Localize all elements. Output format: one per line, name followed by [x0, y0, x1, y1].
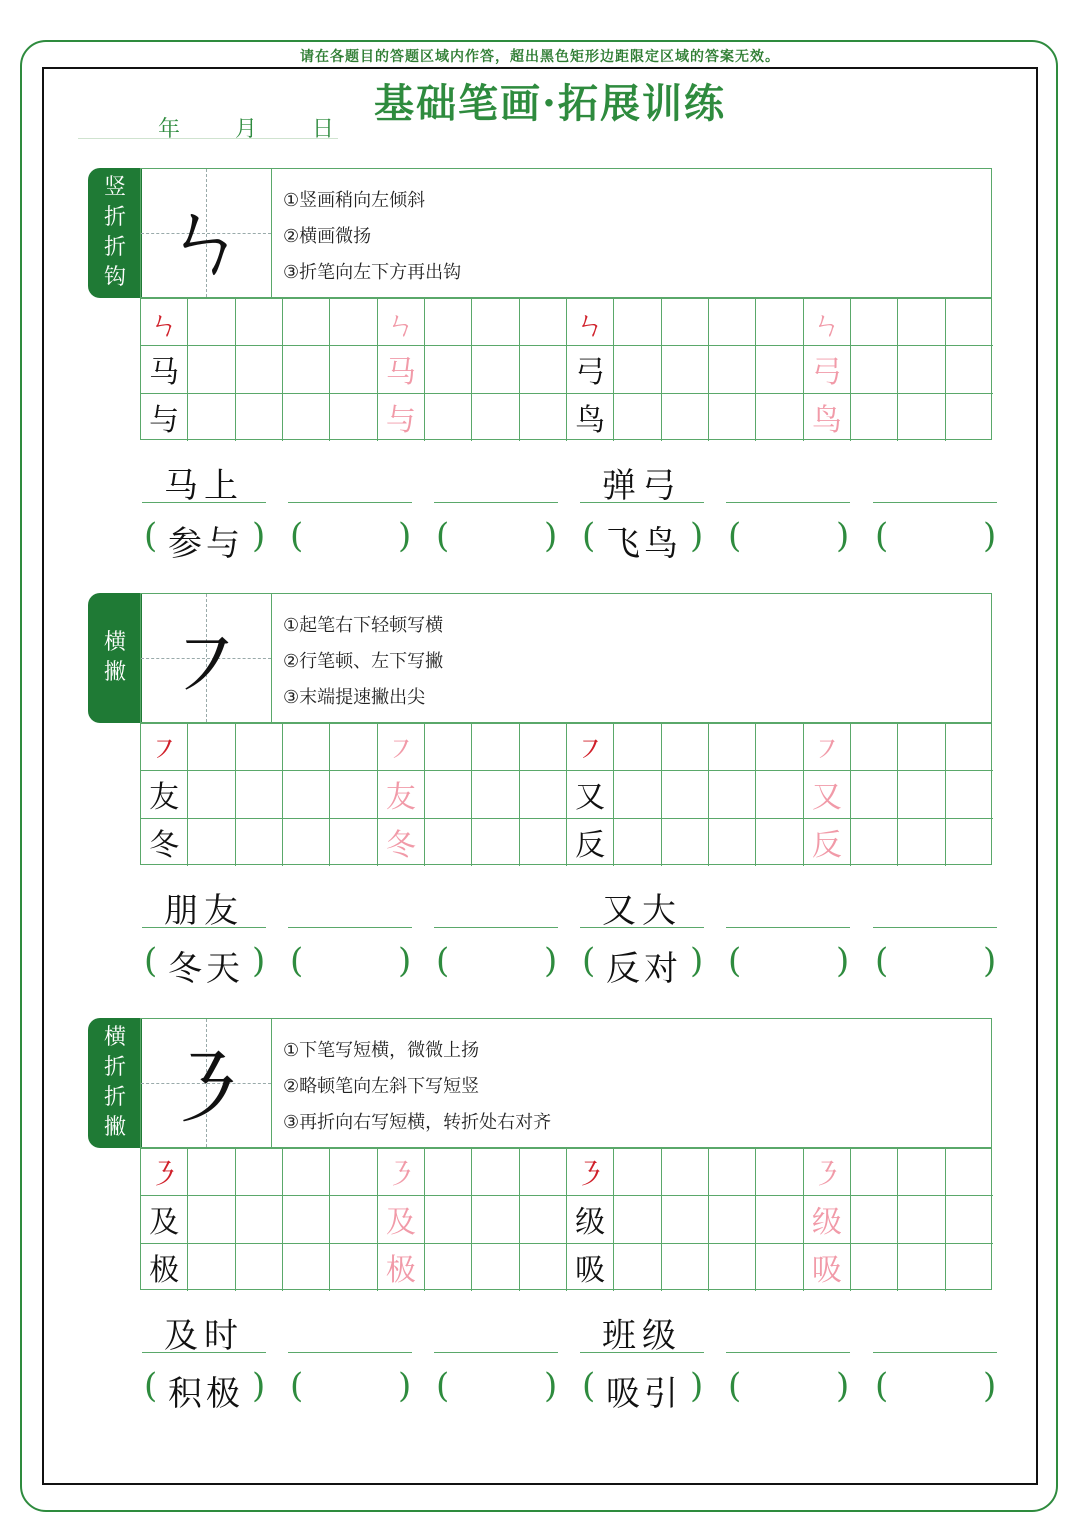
- stroke-name-char: 折: [103, 1055, 126, 1080]
- paren-left: (: [290, 941, 304, 981]
- paren-answer-blank[interactable]: [448, 941, 548, 981]
- practice-grid: [140, 1148, 992, 1290]
- example-word: 朋友: [164, 891, 244, 931]
- paren-left: (: [144, 1366, 158, 1406]
- practice-cell[interactable]: [425, 1244, 472, 1291]
- trace-char-cell[interactable]: 友: [378, 771, 425, 818]
- paren-left: (: [290, 1366, 304, 1406]
- practice-cell[interactable]: [662, 346, 709, 393]
- word-writing-row: [0, 883, 1080, 933]
- practice-cell[interactable]: [520, 724, 567, 771]
- paren-right: ): [398, 941, 412, 981]
- stroke-name-char: 横: [103, 1025, 126, 1050]
- date-line: [78, 108, 338, 139]
- practice-cell[interactable]: [851, 1196, 898, 1243]
- paren-right: ): [252, 1366, 266, 1406]
- date-day: 日: [312, 117, 335, 142]
- practice-cell[interactable]: [283, 299, 330, 346]
- date-month: 月: [235, 117, 258, 142]
- model-char-cell[interactable]: ㇇: [567, 724, 614, 771]
- writing-line[interactable]: [873, 927, 997, 928]
- writing-line[interactable]: [434, 1352, 558, 1353]
- practice-cell[interactable]: [472, 819, 519, 866]
- practice-cell[interactable]: [236, 1196, 283, 1243]
- practice-cell[interactable]: [614, 819, 661, 866]
- stroke-demo-cell: [141, 169, 272, 297]
- stroke-demo-glyph: ㇇: [163, 616, 249, 716]
- paren-right: ): [983, 1366, 997, 1406]
- paren-answer-blank[interactable]: [448, 1366, 548, 1406]
- paren-left: (: [582, 941, 596, 981]
- trace-char-cell[interactable]: 与: [378, 394, 425, 441]
- paren-left: (: [144, 516, 158, 556]
- notice-text: 请在各题目的答题区域内作答，超出黑色矩形边距限定区域的答案无效。: [300, 49, 780, 65]
- practice-cell[interactable]: [425, 819, 472, 866]
- example-word: 班级: [602, 1316, 682, 1356]
- practice-cell[interactable]: [614, 346, 661, 393]
- trace-char-cell[interactable]: ㇇: [804, 724, 851, 771]
- practice-cell[interactable]: [898, 724, 945, 771]
- practice-cell[interactable]: [898, 1149, 945, 1196]
- practice-cell[interactable]: [756, 1196, 803, 1243]
- paren-left: (: [436, 516, 450, 556]
- practice-cell[interactable]: [283, 1244, 330, 1291]
- practice-cell[interactable]: [188, 771, 235, 818]
- practice-cell[interactable]: [283, 1196, 330, 1243]
- paren-right: ): [690, 941, 704, 981]
- practice-cell[interactable]: [330, 346, 377, 393]
- practice-cell[interactable]: [756, 724, 803, 771]
- practice-cell[interactable]: [614, 724, 661, 771]
- paren-left: (: [728, 516, 742, 556]
- paren-answer-blank[interactable]: [740, 1366, 840, 1406]
- word-writing-row: [0, 458, 1080, 508]
- practice-cell[interactable]: [425, 346, 472, 393]
- stroke-name-tag: [88, 593, 142, 723]
- stroke-name-char: 折: [103, 205, 126, 230]
- trace-char-cell[interactable]: 级: [804, 1196, 851, 1243]
- stroke-name-char: 撇: [103, 660, 126, 685]
- stroke-step: ①竖画稍向左倾斜: [283, 190, 426, 211]
- practice-grid: [140, 723, 992, 865]
- paren-word-row: [0, 941, 1080, 991]
- practice-cell[interactable]: [236, 1149, 283, 1196]
- model-char-cell[interactable]: 马: [141, 346, 188, 393]
- practice-cell[interactable]: [188, 1244, 235, 1291]
- writing-line[interactable]: [873, 1352, 997, 1353]
- paren-left: (: [144, 941, 158, 981]
- stroke-demo-glyph: ㄣ: [163, 191, 249, 291]
- practice-cell[interactable]: [662, 1196, 709, 1243]
- paren-left: (: [875, 516, 889, 556]
- writing-line[interactable]: [873, 502, 997, 503]
- stroke-name-tag: [88, 168, 142, 298]
- practice-cell[interactable]: [756, 299, 803, 346]
- paren-word-row: [0, 1366, 1080, 1416]
- example-paren-word: 冬天: [168, 949, 244, 989]
- trace-char-cell[interactable]: 极: [378, 1244, 425, 1291]
- paren-right: ): [690, 516, 704, 556]
- practice-cell[interactable]: [520, 394, 567, 441]
- practice-cell[interactable]: [898, 1244, 945, 1291]
- example-word: 弹弓: [602, 466, 682, 506]
- practice-cell[interactable]: [472, 1244, 519, 1291]
- practice-cell[interactable]: [283, 394, 330, 441]
- practice-cell[interactable]: [662, 299, 709, 346]
- practice-cell[interactable]: [472, 299, 519, 346]
- practice-cell[interactable]: [946, 1244, 993, 1291]
- stroke-info-box: [140, 593, 992, 723]
- practice-cell[interactable]: [520, 1196, 567, 1243]
- paren-left: (: [436, 941, 450, 981]
- practice-cell[interactable]: [851, 394, 898, 441]
- paren-right: ): [836, 941, 850, 981]
- practice-cell[interactable]: [756, 1244, 803, 1291]
- practice-cell[interactable]: [756, 1149, 803, 1196]
- model-char-cell[interactable]: 友: [141, 771, 188, 818]
- paren-right: ): [252, 941, 266, 981]
- paren-answer-blank[interactable]: [740, 516, 840, 556]
- practice-cell[interactable]: [520, 1149, 567, 1196]
- practice-cell[interactable]: [851, 819, 898, 866]
- practice-cell[interactable]: [283, 1149, 330, 1196]
- practice-cell[interactable]: [709, 819, 756, 866]
- writing-line[interactable]: [726, 927, 850, 928]
- practice-cell[interactable]: [898, 394, 945, 441]
- model-char-cell[interactable]: 极: [141, 1244, 188, 1291]
- practice-cell[interactable]: [946, 299, 993, 346]
- stroke-name-char: 折: [103, 1085, 126, 1110]
- practice-cell[interactable]: [662, 724, 709, 771]
- practice-cell[interactable]: [709, 346, 756, 393]
- paren-answer-blank[interactable]: [740, 941, 840, 981]
- practice-cell[interactable]: [330, 299, 377, 346]
- paren-word-row: [0, 516, 1080, 566]
- trace-char-cell[interactable]: 马: [378, 346, 425, 393]
- trace-char-cell[interactable]: 又: [804, 771, 851, 818]
- trace-char-cell[interactable]: ㄣ: [804, 299, 851, 346]
- stroke-name-char: 撇: [103, 1115, 126, 1140]
- paren-answer-blank[interactable]: [887, 1366, 987, 1406]
- paren-left: (: [875, 1366, 889, 1406]
- paren-answer-blank[interactable]: [887, 941, 987, 981]
- paren-right: ): [544, 1366, 558, 1406]
- practice-cell[interactable]: [662, 1244, 709, 1291]
- practice-cell[interactable]: [709, 299, 756, 346]
- writing-line[interactable]: [726, 1352, 850, 1353]
- practice-cell[interactable]: [330, 1149, 377, 1196]
- paren-right: ): [398, 516, 412, 556]
- paren-right: ): [983, 516, 997, 556]
- trace-char-cell[interactable]: ㇋: [804, 1149, 851, 1196]
- paren-right: ): [983, 941, 997, 981]
- practice-cell[interactable]: [330, 1196, 377, 1243]
- stroke-step: ③末端提速撇出尖: [283, 687, 426, 708]
- practice-cell[interactable]: [851, 1244, 898, 1291]
- practice-grid: [140, 298, 992, 440]
- practice-cell[interactable]: [614, 1196, 661, 1243]
- stroke-step: ③折笔向左下方再出钩: [283, 262, 462, 283]
- practice-cell[interactable]: [898, 819, 945, 866]
- practice-cell[interactable]: [283, 346, 330, 393]
- practice-cell[interactable]: [898, 346, 945, 393]
- practice-cell[interactable]: [425, 771, 472, 818]
- paren-right: ): [836, 1366, 850, 1406]
- paren-left: (: [728, 941, 742, 981]
- trace-char-cell[interactable]: 鸟: [804, 394, 851, 441]
- practice-cell[interactable]: [236, 819, 283, 866]
- stroke-step: ②略顿笔向左斜下写短竖: [283, 1076, 480, 1097]
- trace-char-cell[interactable]: 吸: [804, 1244, 851, 1291]
- practice-cell[interactable]: [709, 724, 756, 771]
- paren-right: ): [836, 516, 850, 556]
- practice-cell[interactable]: [330, 394, 377, 441]
- practice-cell[interactable]: [188, 819, 235, 866]
- practice-cell[interactable]: [946, 1196, 993, 1243]
- practice-cell[interactable]: [756, 819, 803, 866]
- practice-cell[interactable]: [520, 346, 567, 393]
- practice-cell[interactable]: [330, 1244, 377, 1291]
- practice-cell[interactable]: [898, 1196, 945, 1243]
- stroke-demo-cell: [141, 594, 272, 722]
- stroke-info-box: [140, 1018, 992, 1148]
- model-char-cell[interactable]: 吸: [567, 1244, 614, 1291]
- word-writing-row: [0, 1308, 1080, 1358]
- practice-cell[interactable]: [188, 299, 235, 346]
- practice-cell[interactable]: [614, 1149, 661, 1196]
- practice-cell[interactable]: [662, 1149, 709, 1196]
- practice-cell[interactable]: [236, 346, 283, 393]
- trace-char-cell[interactable]: 及: [378, 1196, 425, 1243]
- practice-cell[interactable]: [946, 819, 993, 866]
- practice-cell[interactable]: [236, 1244, 283, 1291]
- practice-cell[interactable]: [520, 1244, 567, 1291]
- trace-char-cell[interactable]: ㄣ: [378, 299, 425, 346]
- practice-cell[interactable]: [614, 394, 661, 441]
- writing-line[interactable]: [288, 927, 412, 928]
- practice-cell[interactable]: [188, 1196, 235, 1243]
- trace-char-cell[interactable]: 弓: [804, 346, 851, 393]
- practice-cell[interactable]: [520, 771, 567, 818]
- practice-cell[interactable]: [662, 771, 709, 818]
- model-char-cell[interactable]: 弓: [567, 346, 614, 393]
- practice-cell[interactable]: [472, 394, 519, 441]
- model-char-cell[interactable]: ㄣ: [567, 299, 614, 346]
- example-paren-word: 积极: [168, 1374, 244, 1414]
- practice-cell[interactable]: [283, 771, 330, 818]
- practice-cell[interactable]: [756, 346, 803, 393]
- example-paren-word: 吸引: [606, 1374, 682, 1414]
- stroke-demo-glyph: ㇋: [163, 1041, 249, 1141]
- writing-line[interactable]: [434, 502, 558, 503]
- paren-left: (: [436, 1366, 450, 1406]
- practice-cell[interactable]: [851, 724, 898, 771]
- stroke-name-tag: [88, 1018, 142, 1148]
- paren-left: (: [875, 941, 889, 981]
- stroke-name-char: 横: [103, 630, 126, 655]
- paren-right: ): [252, 516, 266, 556]
- practice-cell[interactable]: [851, 771, 898, 818]
- practice-cell[interactable]: [188, 346, 235, 393]
- model-char-cell[interactable]: 反: [567, 819, 614, 866]
- trace-char-cell[interactable]: 反: [804, 819, 851, 866]
- stroke-step: ②行笔顿、左下写撇: [283, 651, 444, 672]
- practice-cell[interactable]: [709, 771, 756, 818]
- model-char-cell[interactable]: 冬: [141, 819, 188, 866]
- writing-line[interactable]: [288, 502, 412, 503]
- practice-cell[interactable]: [662, 819, 709, 866]
- model-char-cell[interactable]: ㇋: [141, 1149, 188, 1196]
- practice-cell[interactable]: [472, 1149, 519, 1196]
- model-char-cell[interactable]: ㇇: [141, 724, 188, 771]
- stroke-steps: [283, 183, 461, 291]
- practice-cell[interactable]: [472, 346, 519, 393]
- writing-line[interactable]: [434, 927, 558, 928]
- model-char-cell[interactable]: 鸟: [567, 394, 614, 441]
- paren-right: ): [690, 1366, 704, 1406]
- practice-cell[interactable]: [330, 724, 377, 771]
- practice-cell[interactable]: [425, 1149, 472, 1196]
- model-char-cell[interactable]: 级: [567, 1196, 614, 1243]
- practice-cell[interactable]: [614, 1244, 661, 1291]
- paren-right: ): [398, 1366, 412, 1406]
- model-char-cell[interactable]: 又: [567, 771, 614, 818]
- practice-cell[interactable]: [614, 299, 661, 346]
- practice-cell[interactable]: [425, 394, 472, 441]
- trace-char-cell[interactable]: ㇇: [378, 724, 425, 771]
- practice-cell[interactable]: [520, 819, 567, 866]
- stroke-steps: [283, 608, 443, 716]
- writing-line[interactable]: [288, 1352, 412, 1353]
- practice-cell[interactable]: [756, 771, 803, 818]
- practice-cell[interactable]: [898, 299, 945, 346]
- practice-cell[interactable]: [851, 299, 898, 346]
- paren-left: (: [728, 1366, 742, 1406]
- example-word: 及时: [164, 1316, 244, 1356]
- stroke-name-char: 折: [103, 235, 126, 260]
- stroke-step: ③再折向右写短横，转折处右对齐: [283, 1112, 552, 1133]
- paren-left: (: [582, 516, 596, 556]
- practice-cell[interactable]: [946, 724, 993, 771]
- model-char-cell[interactable]: ㇋: [567, 1149, 614, 1196]
- stroke-step: ①起笔右下轻顿写横: [283, 615, 444, 636]
- model-char-cell[interactable]: ㄣ: [141, 299, 188, 346]
- paren-answer-blank[interactable]: [887, 516, 987, 556]
- practice-cell[interactable]: [472, 724, 519, 771]
- practice-cell[interactable]: [188, 1149, 235, 1196]
- practice-cell[interactable]: [236, 299, 283, 346]
- practice-cell[interactable]: [330, 771, 377, 818]
- practice-cell[interactable]: [283, 819, 330, 866]
- practice-cell[interactable]: [946, 1149, 993, 1196]
- example-word: 马上: [164, 466, 244, 506]
- example-paren-word: 参与: [168, 524, 244, 564]
- practice-cell[interactable]: [946, 346, 993, 393]
- stroke-name-char: 竖: [103, 175, 126, 200]
- practice-cell[interactable]: [851, 1149, 898, 1196]
- paren-answer-blank[interactable]: [302, 1366, 402, 1406]
- trace-char-cell[interactable]: ㇋: [378, 1149, 425, 1196]
- practice-cell[interactable]: [283, 724, 330, 771]
- paren-answer-blank[interactable]: [302, 941, 402, 981]
- practice-cell[interactable]: [330, 819, 377, 866]
- practice-cell[interactable]: [425, 299, 472, 346]
- paren-right: ): [544, 516, 558, 556]
- paren-right: ): [544, 941, 558, 981]
- practice-cell[interactable]: [425, 724, 472, 771]
- practice-cell[interactable]: [614, 771, 661, 818]
- practice-cell[interactable]: [236, 771, 283, 818]
- practice-cell[interactable]: [709, 1149, 756, 1196]
- practice-cell[interactable]: [188, 724, 235, 771]
- practice-cell[interactable]: [472, 1196, 519, 1243]
- stroke-demo-cell: [141, 1019, 272, 1147]
- stroke-step: ①下笔写短横，微微上扬: [283, 1040, 480, 1061]
- example-word: 又大: [602, 891, 682, 931]
- stroke-step: ②横画微扬: [283, 226, 372, 247]
- practice-cell[interactable]: [520, 299, 567, 346]
- practice-cell[interactable]: [472, 771, 519, 818]
- practice-cell[interactable]: [709, 1244, 756, 1291]
- paren-left: (: [582, 1366, 596, 1406]
- stroke-name-char: 钩: [103, 265, 126, 290]
- practice-cell[interactable]: [425, 1196, 472, 1243]
- stroke-steps: [283, 1033, 551, 1141]
- trace-char-cell[interactable]: 冬: [378, 819, 425, 866]
- practice-cell[interactable]: [662, 394, 709, 441]
- practice-cell[interactable]: [236, 724, 283, 771]
- practice-cell[interactable]: [946, 771, 993, 818]
- paren-answer-blank[interactable]: [448, 516, 548, 556]
- page-title: 基础笔画·拓展训练: [374, 80, 726, 127]
- practice-cell[interactable]: [756, 394, 803, 441]
- paren-answer-blank[interactable]: [302, 516, 402, 556]
- date-year: 年: [158, 117, 181, 142]
- practice-cell[interactable]: [709, 394, 756, 441]
- model-char-cell[interactable]: 及: [141, 1196, 188, 1243]
- stroke-info-box: [140, 168, 992, 298]
- example-paren-word: 反对: [606, 949, 682, 989]
- practice-cell[interactable]: [709, 1196, 756, 1243]
- practice-cell[interactable]: [236, 394, 283, 441]
- writing-line[interactable]: [726, 502, 850, 503]
- paren-left: (: [290, 516, 304, 556]
- model-char-cell[interactable]: 与: [141, 394, 188, 441]
- practice-cell[interactable]: [898, 771, 945, 818]
- practice-cell[interactable]: [851, 346, 898, 393]
- practice-cell[interactable]: [188, 394, 235, 441]
- example-paren-word: 飞鸟: [606, 524, 682, 564]
- practice-cell[interactable]: [946, 394, 993, 441]
